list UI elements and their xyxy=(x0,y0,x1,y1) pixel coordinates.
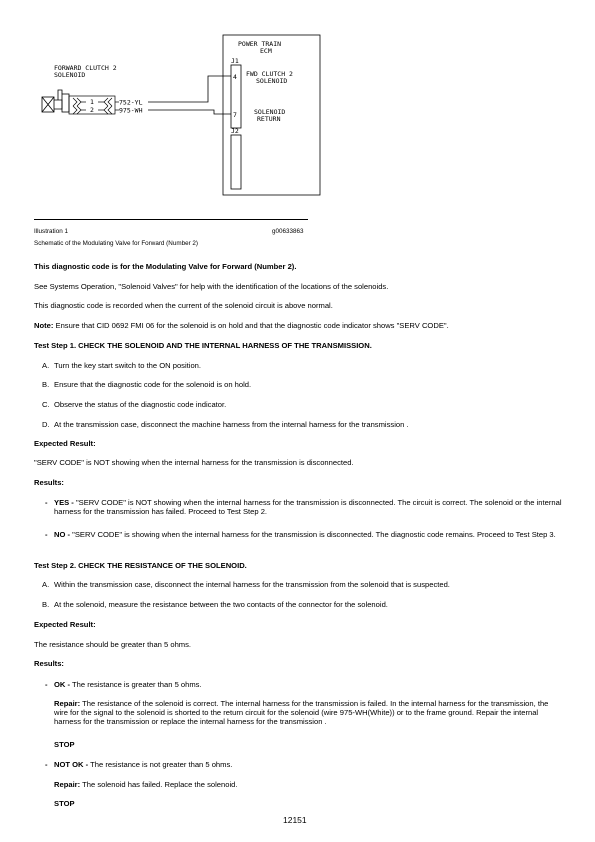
step1-results-label: Results: xyxy=(34,478,64,487)
pin-7-label-2: RETURN xyxy=(257,115,281,123)
result-body xyxy=(54,760,564,769)
intro-heading: This diagnostic code is for the Modulating Valve for Forward (Number 2). xyxy=(34,262,297,271)
pin-4-number: 4 xyxy=(233,73,237,81)
solenoid-label-1: FORWARD CLUTCH 2 xyxy=(54,64,117,72)
bullet-dash: - xyxy=(45,530,48,539)
stop-label-1: STOP xyxy=(54,740,75,749)
connector-j2 xyxy=(231,135,241,189)
note-paragraph xyxy=(34,321,564,330)
ecm-title-1: POWER TRAIN xyxy=(238,40,282,48)
ok-text: The resistance is greater than 5 ohms. xyxy=(70,680,202,689)
bullet-dash: - xyxy=(45,498,48,507)
yes-label: YES - xyxy=(54,498,74,507)
pin-4-label-1: FWD CLUTCH 2 xyxy=(246,70,293,78)
repair-label: Repair: xyxy=(54,780,81,789)
step-text: At the solenoid, measure the resistance between the two contacts of the connector for the solenoid. xyxy=(54,600,388,609)
pin-4-label-2: SOLENOID xyxy=(256,77,288,85)
note-label: Note: xyxy=(34,321,54,330)
step-letter: D. xyxy=(42,420,50,429)
step2-expected-text: The resistance should be greater than 5 ohms. xyxy=(34,640,192,649)
no-text: "SERV CODE" is showing when the internal harness for the transmission is disconnected. The diagnostic code remains. Proceed to Test Step 3. xyxy=(70,530,556,539)
step2-title: Test Step 2. CHECK THE RESISTANCE OF THE SOLENOID. xyxy=(34,561,247,570)
illustration-caption: Schematic of the Modulating Valve for Forward (Number 2) xyxy=(34,240,199,247)
step-letter: B. xyxy=(42,380,50,389)
yes-text: "SERV CODE" is NOT showing when the internal harness for the transmission is disconnected. The circuit is correct. The solenoid or the internal harness for the transmission has failed. Proceed to Test Step 2. xyxy=(54,498,562,516)
not-ok-repair-paragraph xyxy=(54,780,564,789)
step1-item-c xyxy=(42,400,562,409)
illustration-number: Illustration 1 xyxy=(34,228,68,235)
ecm-title-2: ECM xyxy=(260,47,272,55)
recorded-text: This diagnostic code is recorded when the current of the solenoid circuit is above normal. xyxy=(34,301,333,310)
solenoid-label-2: SOLENOID xyxy=(54,71,86,79)
bullet-dash: - xyxy=(45,680,48,689)
step1-expected-label: Expected Result: xyxy=(34,439,96,448)
see-systems-operation: See Systems Operation, "Solenoid Valves" for help with the identification of the locations of the solenoids. xyxy=(34,282,389,291)
bullet-dash: - xyxy=(45,760,48,769)
step-letter: B. xyxy=(42,600,50,609)
result-body xyxy=(54,498,564,516)
step-letter: A. xyxy=(42,361,50,370)
step-text: At the transmission case, disconnect the machine harness from the internal harness for the transmission . xyxy=(54,420,409,429)
repair-label: Repair: xyxy=(54,699,81,708)
ok-repair-paragraph xyxy=(54,699,564,726)
not-ok-text: The resistance is not greater than 5 ohms. xyxy=(88,760,233,769)
result-body xyxy=(54,680,564,689)
step2-item-a xyxy=(42,580,562,589)
step-letter: A. xyxy=(42,580,50,589)
wire-lines xyxy=(148,76,231,114)
plug-pin-2: 2 xyxy=(90,106,94,114)
repair-text: The resistance of the solenoid is correct. The internal harness for the transmission is failed. In the internal harness for the transmission, the wire for the signal to the solenoid is shorted to the return circuit for the solenoid (wire 975-WH(White)) or to the frame ground. Repair the internal harness for the transmission or replace the internal harness for the transmission . xyxy=(54,699,549,726)
connector-j2-label: J2 xyxy=(231,127,239,135)
step-text: Ensure that the diagnostic code for the solenoid is on hold. xyxy=(54,380,252,389)
plug-pin-1: 1 xyxy=(90,98,94,106)
step2-item-b xyxy=(42,600,562,609)
step1-item-a xyxy=(42,361,562,370)
wire-752-label: 752-YL xyxy=(119,98,143,107)
pin-7-label-1: SOLENOID xyxy=(254,108,286,116)
step-text: Within the transmission case, disconnect the internal harness for the transmission from the solenoid that is suspected. xyxy=(54,580,450,589)
graphic-id: g00633863 xyxy=(272,228,304,235)
connector-j1-label: J1 xyxy=(231,57,239,65)
ok-label: OK - xyxy=(54,680,71,689)
result-body xyxy=(54,530,564,539)
step2-expected-label: Expected Result: xyxy=(34,620,96,629)
wiring-schematic xyxy=(28,30,328,200)
step1-title: Test Step 1. CHECK THE SOLENOID AND THE INTERNAL HARNESS OF THE TRANSMISSION. xyxy=(34,341,372,350)
step-letter: C. xyxy=(42,400,50,409)
solenoid-symbol-icon xyxy=(42,90,69,112)
step1-item-d xyxy=(42,420,562,429)
pin-7-number: 7 xyxy=(233,111,237,119)
no-label: NO - xyxy=(54,530,71,539)
note-text: Ensure that CID 0692 FMI 06 for the solenoid is on hold and that the diagnostic code indicator shows "SERV CODE". xyxy=(53,321,449,330)
step-text: Turn the key start switch to the ON position. xyxy=(54,361,202,370)
step-text: Observe the status of the diagnostic code indicator. xyxy=(54,400,227,409)
stop-label-2: STOP xyxy=(54,799,75,808)
step1-item-b xyxy=(42,380,562,389)
page-number: 12151 xyxy=(283,815,307,825)
not-ok-label: NOT OK - xyxy=(54,760,89,769)
step1-expected-text: "SERV CODE" is NOT showing when the internal harness for the transmission is disconnected. xyxy=(34,458,354,467)
step2-results-label: Results: xyxy=(34,659,64,668)
wire-975-label: 975-WH xyxy=(119,106,143,115)
repair-text: The solenoid has failed. Replace the solenoid. xyxy=(80,780,238,789)
caption-rule xyxy=(34,219,308,220)
